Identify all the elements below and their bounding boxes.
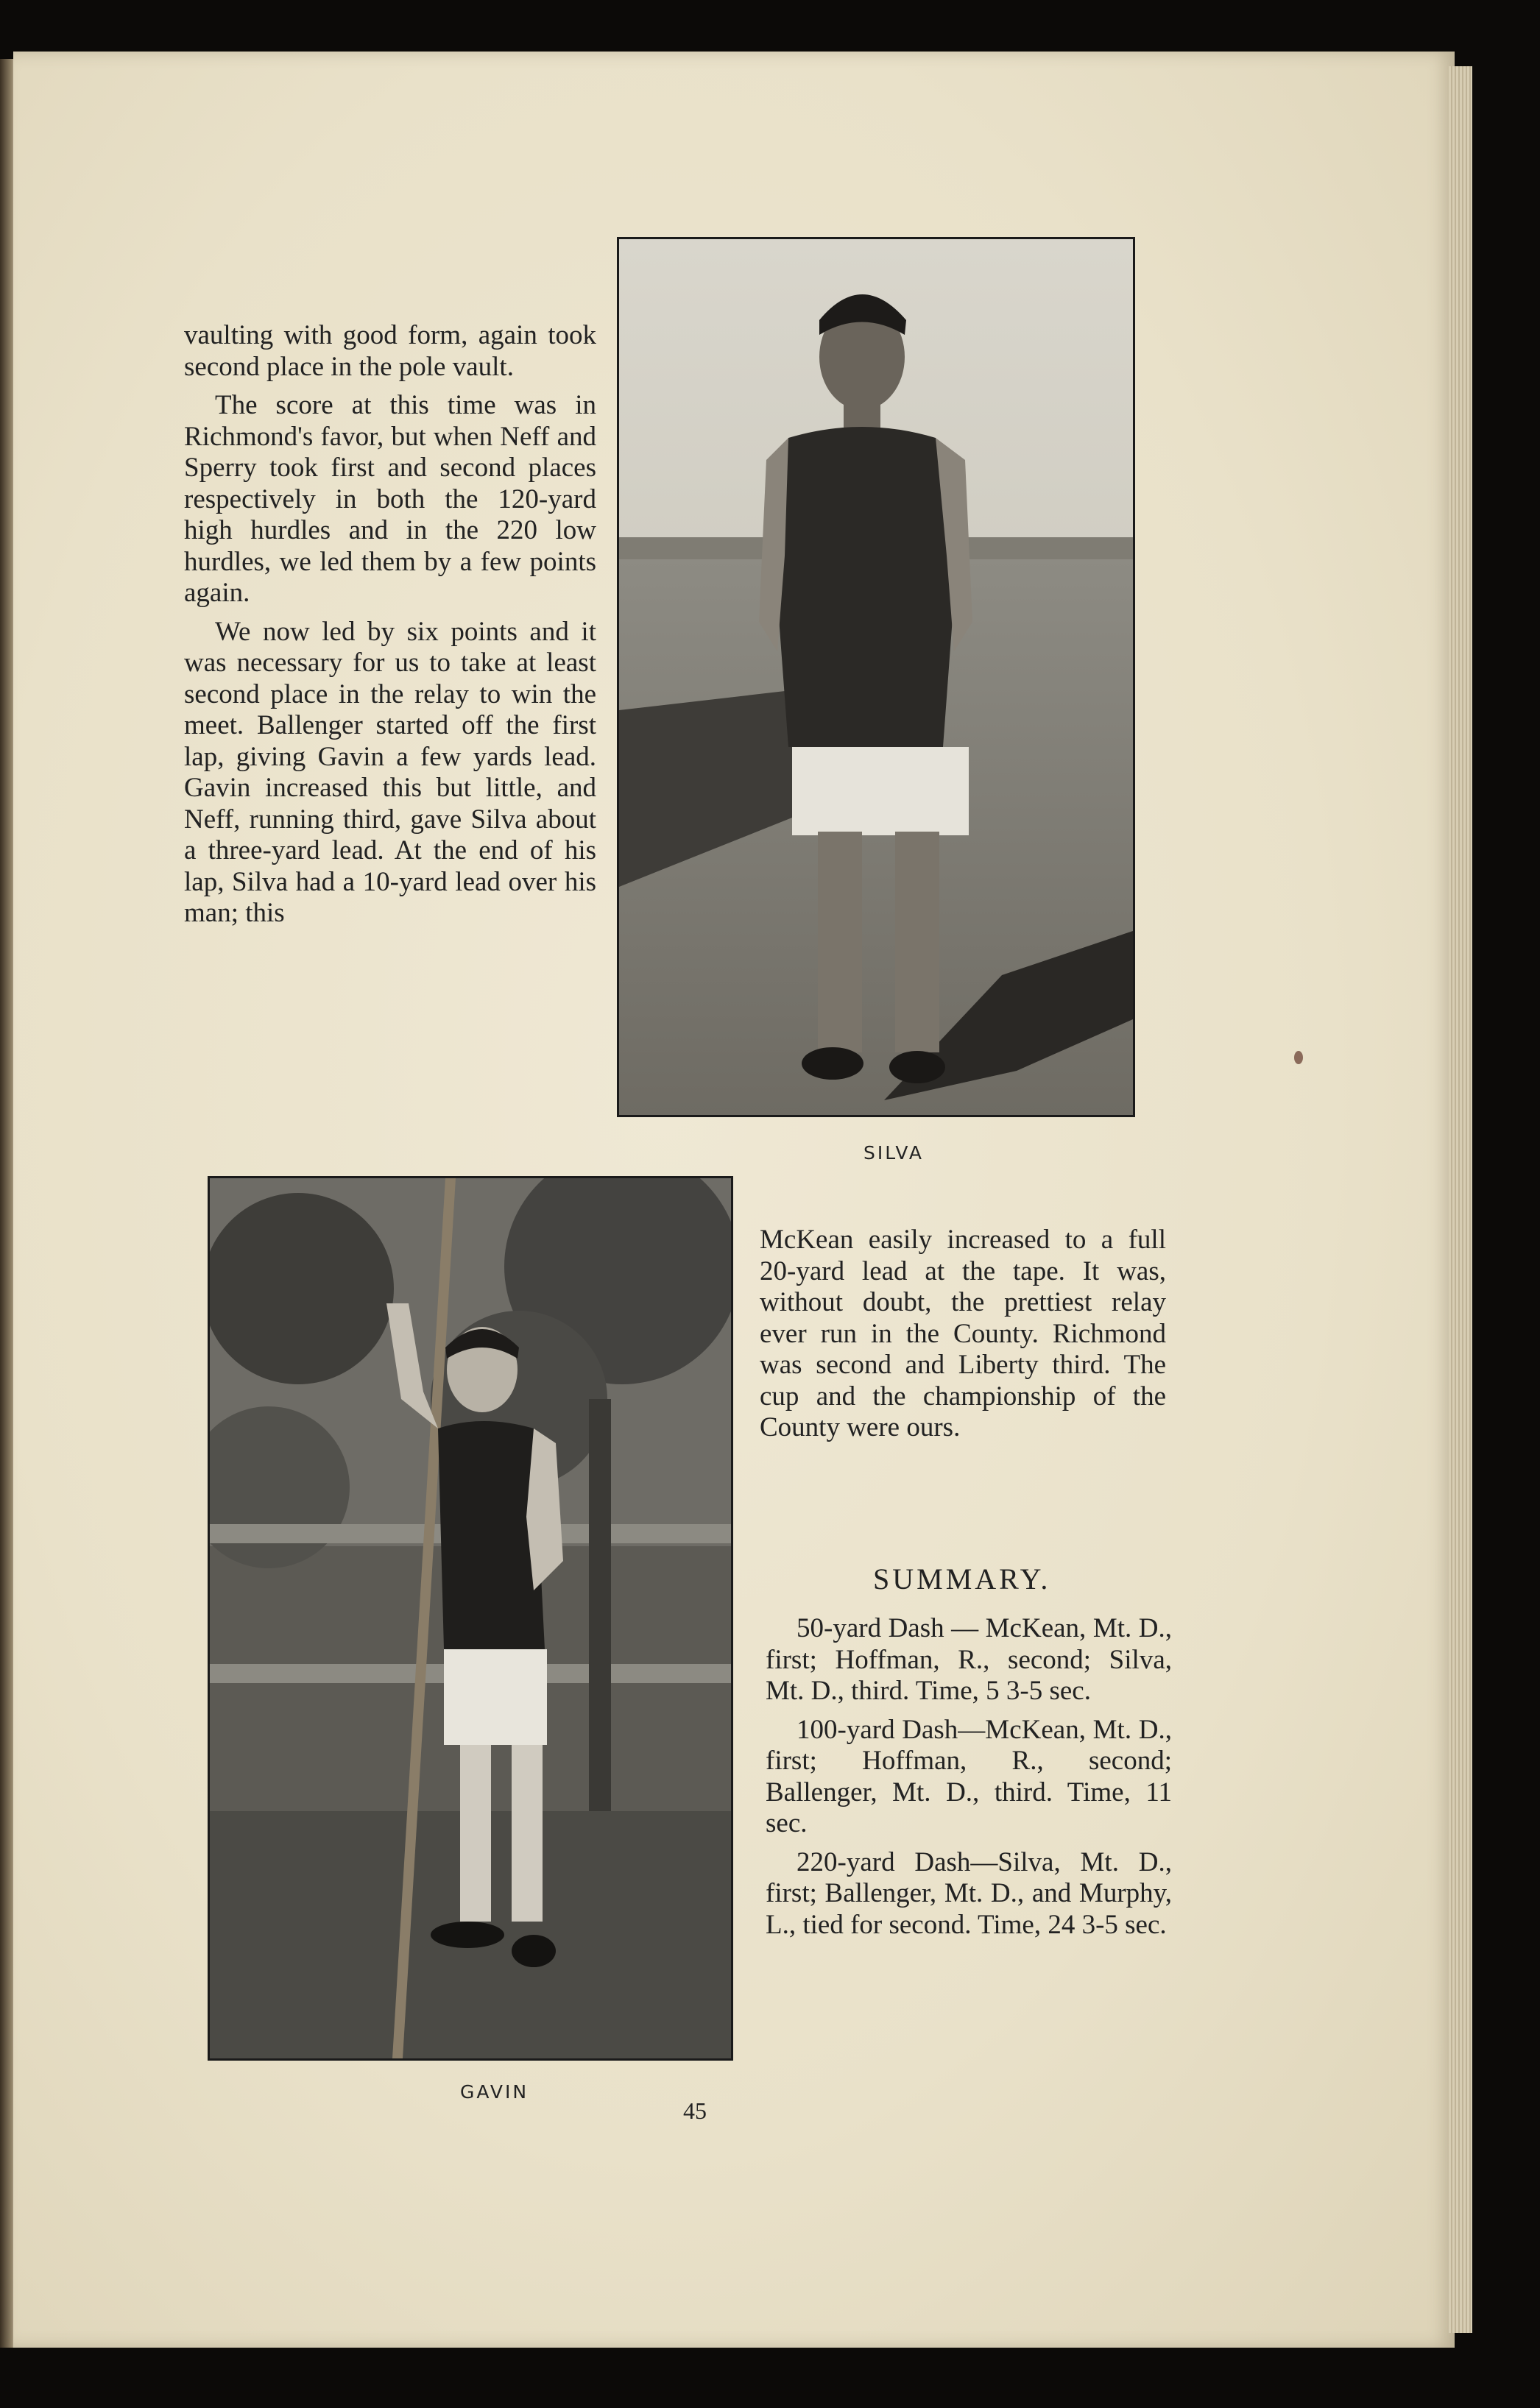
left-paragraph-2: The score at this time was in Richmond's favor, but when Neff and Sperry took first and second places respectively in both the 120-yard high hurdles and in the 220 low hurdles, we led them by a few points again. (184, 390, 596, 608)
silva-caption: SILVA (863, 1142, 925, 1164)
summary-list (766, 1613, 1172, 1941)
silva-photo-image (619, 239, 1133, 1115)
left-paragraph-3: We now led by six points and it was necessary for us to take at least second place in the relay to win the meet. Ballenger started off the first lap, giving Gavin a few yards lead. Gavin increased this but little, and Neff, running third, gave Silva about a three-yard lead. At the end of his lap, Silva had a 10-yard lead over his man; this (184, 616, 596, 928)
summary-entry-100-yard: 100-yard Dash—McKean, Mt. D., first; Hoffman, R., second; Ballenger, Mt. D., third. Time, 11 sec. (766, 1714, 1172, 1838)
left-paragraph-1: vaulting with good form, again took second place in the pole vault. (184, 320, 596, 382)
left-text-column (184, 320, 596, 929)
page-edges (1449, 66, 1472, 2333)
page-number: 45 (683, 2097, 707, 2124)
gavin-photo (208, 1176, 733, 2061)
summary-entry-220-yard: 220-yard Dash—Silva, Mt. D., first; Ballenger, Mt. D., and Murphy, L., tied for second. Time, 24 3-5 sec. (766, 1846, 1172, 1940)
silva-photo (617, 237, 1135, 1117)
gavin-photo-image (210, 1178, 731, 2058)
right-paragraph: McKean easily increased to a full 20-yard lead at the tape. It was, without doubt, the prettiest relay ever run in the County. Richmond was second and Liberty third. The cup and the championship of the County were ours. (760, 1225, 1166, 1442)
right-text-column (760, 1225, 1166, 1444)
gavin-caption: GAVIN (460, 2081, 529, 2103)
summary-heading: SUMMARY. (873, 1562, 1051, 1596)
summary-entry-50-yard: 50-yard Dash — McKean, Mt. D., first; Hoffman, R., second; Silva, Mt. D., third. Time, 5 3-5 sec. (766, 1613, 1172, 1706)
paper-blemish (1294, 1051, 1303, 1064)
